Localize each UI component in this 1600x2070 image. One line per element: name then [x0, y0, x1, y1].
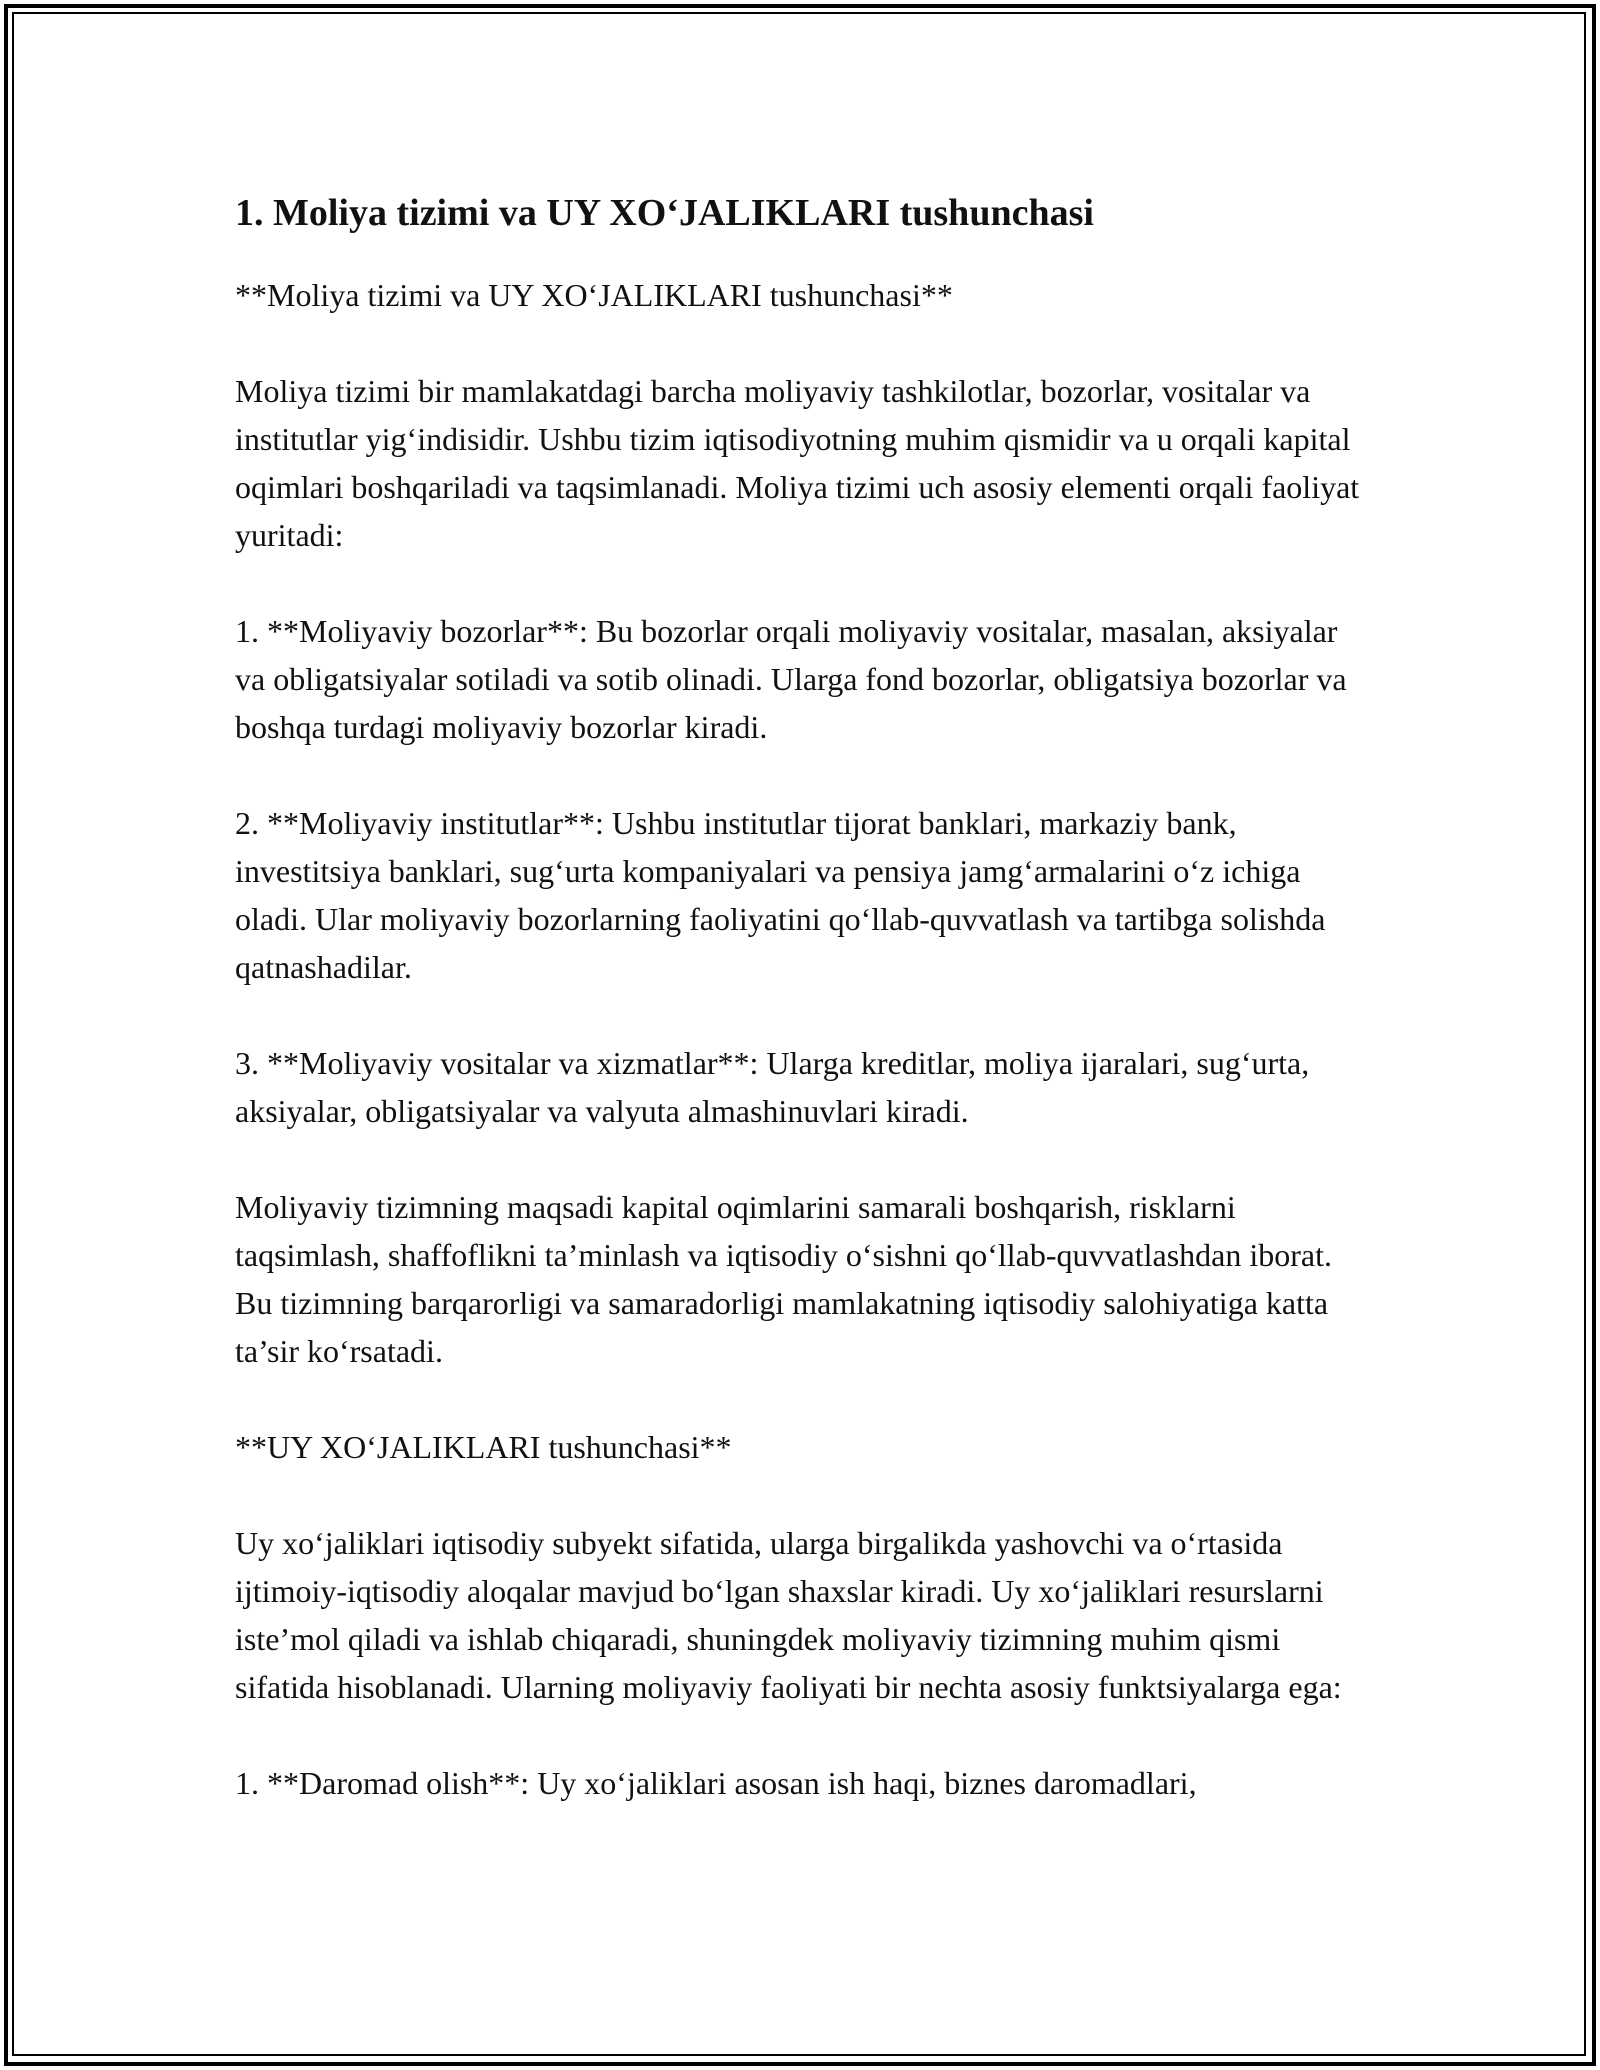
paragraph-uy-xojaliklari-definition: Uy xo‘jaliklari iqtisodiy subyekt sifatida, ularga birgalikda yashovchi va o‘rtasida ijtimoiy-iqtisodiy aloqalar mavjud bo‘lgan shaxslar kiradi. Uy xo‘jaliklari resurslarni iste’mol qiladi va ishlab chiqaradi, shuningdek moliyaviy tizimning muhim qismi sifatida hisoblanadi. Ularning moliyaviy faoliyati bir nechta asosiy funktsiyalarga ega: [235, 1525, 1342, 1705]
list-item-daromad-olish: 1. **Daromad olish**: Uy xo‘jaliklari asosan ish haqi, biznes daromadlari, [235, 1765, 1197, 1801]
paragraph-moliya-tizimi-definition: Moliya tizimi bir mamlakatdagi barcha moliyaviy tashkilotlar, bozorlar, vositalar va institutlar yig‘indisidir. Ushbu tizim iqtisodiyotning muhim qismidir va u orqali kapital oqimlari boshqariladi va taqsimlanadi. Moliya tizimi uch asosiy elementi orqali faoliyat yuritadi: [235, 373, 1360, 553]
subheading-moliya-tizimi: **Moliya tizimi va UY XO‘JALIKLARI tushunchasi** [235, 277, 953, 313]
subheading-uy-xojaliklari: **UY XO‘JALIKLARI tushunchasi** [235, 1429, 732, 1465]
document-body [235, 183, 1375, 1855]
paragraph-moliyaviy-tizim-maqsadi: Moliyaviy tizimning maqsadi kapital oqimlarini samarali boshqarish, risklarni taqsimlash, shaffoflikni ta’minlash va iqtisodiy o‘sishni qo‘llab-quvvatlashdan iborat. Bu tizimning barqarorligi va samaradorligi mamlakatning iqtisodiy salohiyatiga katta ta’sir ko‘rsatadi. [235, 1189, 1333, 1369]
list-item-moliyaviy-bozorlar: 1. **Moliyaviy bozorlar**: Bu bozorlar orqali moliyaviy vositalar, masalan, aksiyalar va obligatsiyalar sotiladi va sotib olinadi. Ularga fond bozorlar, obligatsiya bozorlar va boshqa turdagi moliyaviy bozorlar kiradi. [235, 613, 1347, 745]
list-item-moliyaviy-institutlar: 2. **Moliyaviy institutlar**: Ushbu institutlar tijorat banklari, markaziy bank, investitsiya banklari, sug‘urta kompaniyalari va pensiya jamg‘armalarini o‘z ichiga oladi. Ular moliyaviy bozorlarning faoliyatini qo‘llab-quvvatlash va tartibga solishda qatnashadilar. [235, 805, 1326, 985]
document-title: 1. Moliya tizimi va UY XO‘JALIKLARI tushunchasi [235, 192, 1094, 234]
list-item-moliyaviy-vositalar: 3. **Moliyaviy vositalar va xizmatlar**: Ularga kreditlar, moliya ijaralari, sug‘urta, aksiyalar, obligatsiyalar va valyuta almashinuvlari kiradi. [235, 1045, 1310, 1129]
